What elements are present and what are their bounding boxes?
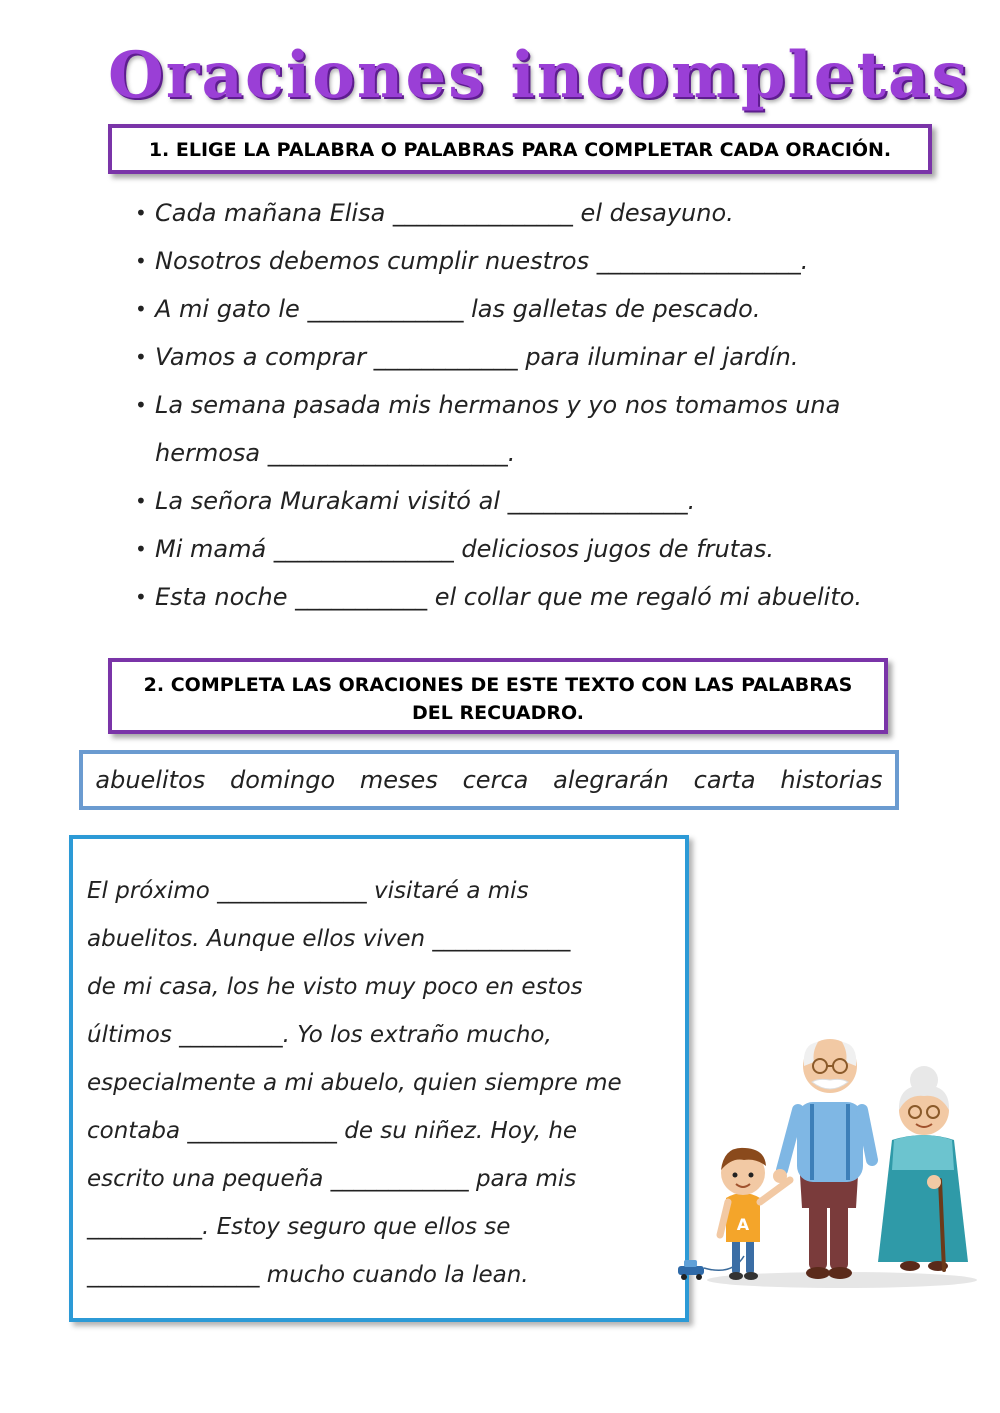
sentence-text: A mi gato le _____________ las galletas de pescado.: [155, 295, 761, 323]
word-bank: [79, 750, 899, 810]
instruction-2-line-2: DEL RECUADRO.: [412, 702, 584, 724]
bullet-icon: •: [135, 297, 147, 321]
sentence-text: Mi mamá _______________ deliciosos jugos de frutas.: [155, 535, 774, 563]
sentence-text: La señora Murakami visitó al _______________.: [155, 487, 696, 515]
sentence-item: [135, 237, 955, 285]
bullet-icon: •: [135, 537, 147, 561]
word-bank-item: domingo: [230, 766, 336, 794]
text-line: _______________ mucho cuando la lean.: [87, 1262, 529, 1288]
word-bank-item: historias: [780, 766, 883, 794]
bullet-icon: •: [135, 489, 147, 513]
word-bank-item: cerca: [462, 766, 529, 794]
page-title: Oraciones incompletas: [108, 38, 970, 113]
word-bank-item: alegrarán: [553, 766, 669, 794]
grandfather-figure: [773, 1039, 872, 1279]
sentence-continuation: [135, 429, 955, 477]
sentence-item: [135, 573, 955, 621]
sentence-item: [135, 285, 955, 333]
text-line: escrito una pequeña ____________ para mis: [87, 1166, 577, 1192]
instruction-2-line-1: 2. COMPLETA LAS ORACIONES DE ESTE TEXTO CON LAS PALABRAS: [143, 674, 853, 696]
word-bank-item: meses: [359, 766, 438, 794]
sentence-item: [135, 333, 955, 381]
sentence-text: Cada mañana Elisa _______________ el desayuno.: [155, 199, 734, 227]
shirt-letter: A: [736, 1215, 750, 1234]
sentence-text: hermosa ____________________.: [155, 439, 516, 467]
word-bank-item: carta: [693, 766, 756, 794]
cloze-text-box: [69, 835, 689, 1322]
text-line: __________. Estoy seguro que ellos se: [87, 1214, 511, 1240]
text-line: de mi casa, los he visto muy poco en estos: [87, 974, 583, 1000]
instruction-2: [108, 658, 888, 734]
sentence-text: Esta noche ___________ el collar que me regaló mi abuelito.: [155, 583, 863, 611]
sentence-text: Vamos a comprar ____________ para iluminar el jardín.: [155, 343, 799, 371]
text-line: contaba _____________ de su niñez. Hoy, he: [87, 1118, 578, 1144]
sentence-list: [135, 189, 955, 621]
bullet-icon: •: [135, 585, 147, 609]
word-bank-item: abuelitos: [95, 766, 206, 794]
sentence-item: [135, 189, 955, 237]
bullet-icon: •: [135, 249, 147, 273]
sentence-text: La semana pasada mis hermanos y yo nos tomamos una: [155, 391, 841, 419]
sentence-text: Nosotros debemos cumplir nuestros _________________.: [155, 247, 809, 275]
bullet-icon: •: [135, 393, 147, 417]
sentence-item: [135, 477, 955, 525]
bullet-icon: •: [135, 201, 147, 225]
grandmother-figure: [878, 1066, 968, 1271]
text-line: El próximo _____________ visitaré a mis: [87, 878, 529, 904]
sentence-item: [135, 525, 955, 573]
bullet-icon: •: [135, 345, 147, 369]
sentence-item: [135, 381, 955, 429]
text-line: abuelitos. Aunque ellos viven ____________: [87, 926, 571, 952]
family-illustration: [672, 1030, 982, 1300]
text-line: especialmente a mi abuelo, quien siempre me: [87, 1070, 622, 1096]
instruction-1: 1. ELIGE LA PALABRA O PALABRAS PARA COMPLETAR CADA ORACIÓN.: [108, 124, 932, 174]
text-line: últimos _________. Yo los extraño mucho,: [87, 1022, 552, 1048]
